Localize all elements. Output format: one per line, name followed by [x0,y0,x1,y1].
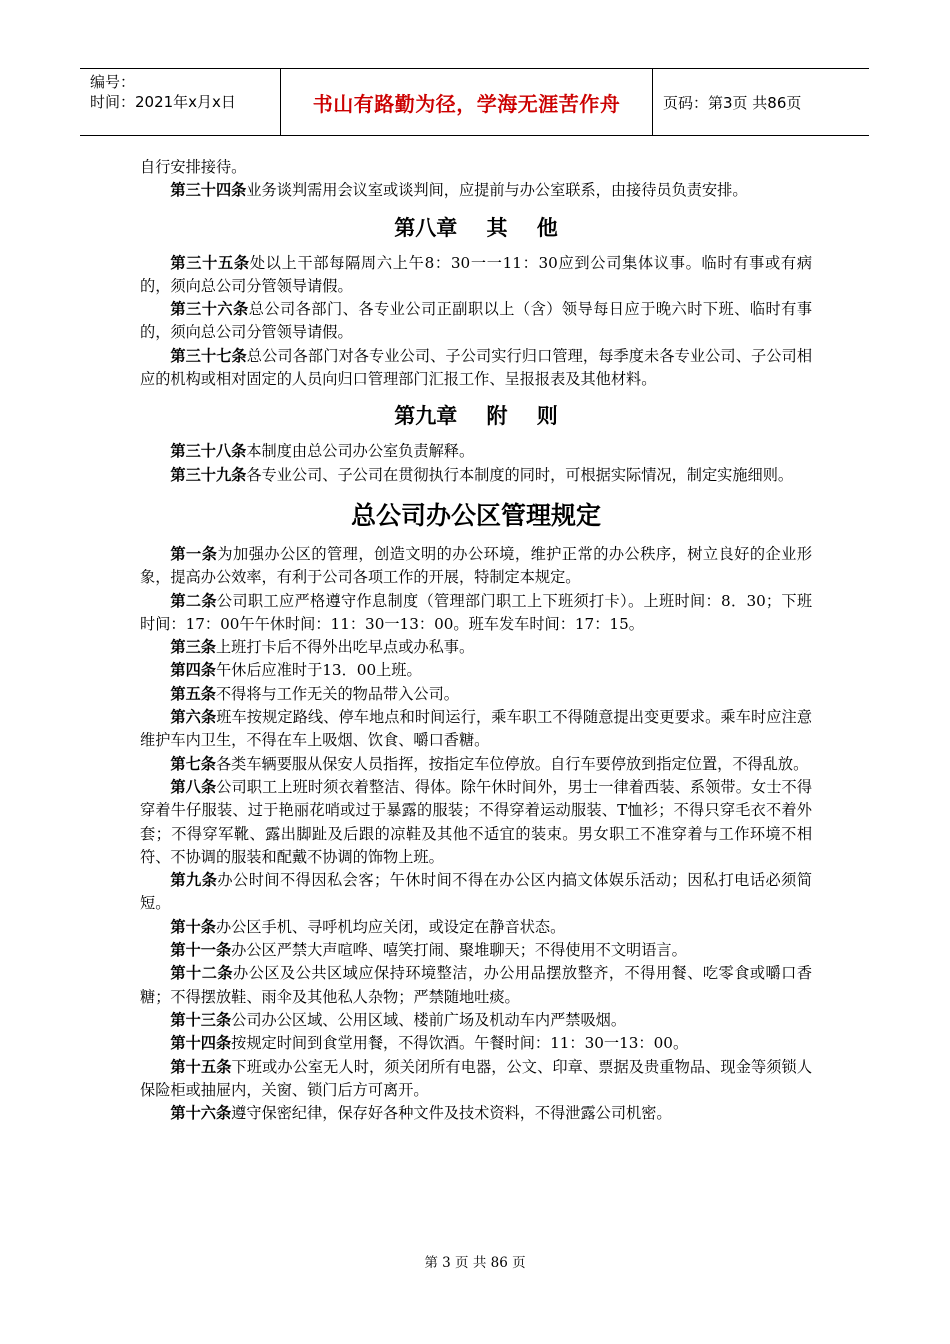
article-number: 第十六条 [170,1104,232,1123]
document-body [140,156,812,1125]
article-text: 处以上干部每隔周六上午8：30一一11：30应到公司集体议事。临时有事或有病的，须向总公司分管领导请假。 [140,253,813,295]
article-text: 业务谈判需用会议室或谈判间，应提前与办公室联系，由接待员负责安排。 [246,181,748,200]
article-text: 各专业公司、子公司在贯彻执行本制度的同时，可根据实际情况，制定实施细则。 [246,465,794,484]
article-number: 第二条 [170,591,217,610]
article-number: 第十二条 [170,964,234,983]
rule-11 [140,939,812,962]
article-36 [140,298,812,345]
article-number: 第十三条 [170,1010,232,1029]
article-text: 各类车辆要服从保安人员指挥，按指定车位停放。自行车要停放到指定位置，不得乱放。 [215,754,809,773]
article-number: 第三条 [170,638,216,657]
article-number: 第十条 [170,917,216,936]
chapter-9-heading: 第九章 附 则 [394,404,558,429]
rule-13 [140,1009,812,1032]
article-number: 第三十六条 [170,300,249,319]
rule-3 [140,636,812,659]
rule-8 [140,776,812,869]
rule-2 [140,590,812,637]
article-34 [140,179,812,202]
article-number: 第三十五条 [170,253,250,272]
rule-1 [140,543,812,590]
article-number: 第五条 [170,684,216,703]
rule-16 [140,1102,812,1125]
article-37 [140,345,812,392]
article-text: 午休后应准时于13．00上班。 [215,661,422,680]
document-number-label: 编号： [90,73,136,91]
article-number: 第九条 [170,871,218,890]
article-text: 遵守保密纪律，保存好各种文件及技术资料，不得泄露公司机密。 [231,1104,672,1123]
article-38 [140,440,812,463]
rule-5 [140,683,812,706]
document-title: 总公司办公区管理规定 [350,500,601,530]
rule-12 [140,962,812,1009]
article-number: 第七条 [170,754,216,773]
article-text: 本制度由总公司办公室负责解释。 [246,442,475,461]
article-number: 第三十九条 [170,465,247,484]
article-text: 公司职工应严格遵守作息制度（管理部门职工上下班须打卡）。上班时间：8．30；下班时间：17：00午午休时间：11：30一13：00。班车发车时间：17：15。 [140,591,813,633]
rule-9 [140,869,812,916]
article-text: 为加强办公区的管理，创造文明的办公环境，维护正常的办公秩序，树立良好的企业形象，提高办公效率，有利于公司各项工作的开展，特制定本规定。 [140,544,813,587]
header-motto: 书山有路勤为径，学海无涯苦作舟 [281,69,653,135]
article-text: 按规定时间到食堂用餐，不得饮酒。午餐时间：11：30一13：00。 [231,1034,689,1053]
article-text: 班车按规定路线、停车地点和时间运行，乘车职工不得随意提出变更要求。乘车时应注意维护车内卫生，不得在车上吸烟、饮食、嚼口香糖。 [140,708,813,750]
page-header [80,68,869,136]
rule-10 [140,916,812,939]
article-text: 办公区严禁大声喧哗、嘻笑打闹、聚堆聊天；不得使用不文明语言。 [231,941,687,960]
page-footer: 第 3 页 共 86 页 [424,1255,526,1271]
article-text: 上班打卡后不得外出吃早点或办私事。 [215,638,475,657]
article-number: 第四条 [170,661,216,680]
article-39 [140,464,812,487]
article-text: 总公司各部门、各专业公司正副职以上（含）领导每日应于晚六时下班、临时有事的，须向总公司分管领导请假。 [140,300,813,342]
paragraph-continuation: 自行安排接待。 [140,158,247,176]
article-number: 第三十七条 [170,346,247,365]
article-text: 公司职工上班时须衣着整洁、得体。除午休时间外，男士一律着西装、系领带。女士不得穿着牛仔服装、过于艳丽花哨或过于暴露的服装；不得穿着运动服装、T恤衫；不得只穿毛衣不着外套；不得穿军靴、露出脚趾及后跟的凉鞋及其他不适宜的装束。男女职工不准穿着与工作环境不相符、不协调的服装和配戴不协调的饰物上班。 [140,777,813,866]
article-text: 公司办公区域、公用区域、楼前广场及机动车内严禁吸烟。 [231,1010,627,1029]
header-page-info: 页码：第3页 共86页 [663,93,802,112]
article-number: 第十一条 [170,941,232,960]
article-number: 第六条 [170,708,217,727]
rule-7 [140,753,812,776]
document-time-label: 时间：2021年x月x日 [90,93,236,111]
article-text: 下班或办公室无人时，须关闭所有电器，公文、印章、票据及贵重物品、现金等须锁人保险柜或抽屉内，关窗、锁门后方可离开。 [140,1057,813,1099]
article-text: 总公司各部门对各专业公司、子公司实行归口管理，每季度未各专业公司、子公司相应的机构或相对固定的人员向归口管理部门汇报工作、呈报报表及其他材料。 [140,346,813,389]
article-text: 不得将与工作无关的物品带入公司。 [215,684,459,703]
header-meta [80,69,281,135]
article-text: 办公区手机、寻呼机均应关闭，或设定在静音状态。 [215,917,566,936]
article-number: 第十五条 [170,1057,232,1076]
article-text: 办公区及公共区域应保持环境整洁，办公用品摆放整齐，不得用餐、吃零食或嚼口香糖；不得摆放鞋、雨伞及其他私人杂物；严禁随地吐痰。 [140,964,813,1006]
article-number: 第一条 [170,544,218,563]
chapter-8-heading: 第八章 其 他 [394,215,558,240]
article-35 [140,252,812,299]
article-number: 第三十四条 [170,181,247,200]
article-text: 办公时间不得因私会客；午休时间不得在办公区内搞文体娱乐活动；因私打电话必须简短。 [140,871,813,913]
article-number: 第十四条 [170,1034,232,1053]
rule-14 [140,1032,812,1055]
article-number: 第八条 [170,777,217,796]
rule-15 [140,1056,812,1103]
article-number: 第三十八条 [170,442,247,461]
rule-6 [140,706,812,753]
rule-4 [140,659,812,682]
